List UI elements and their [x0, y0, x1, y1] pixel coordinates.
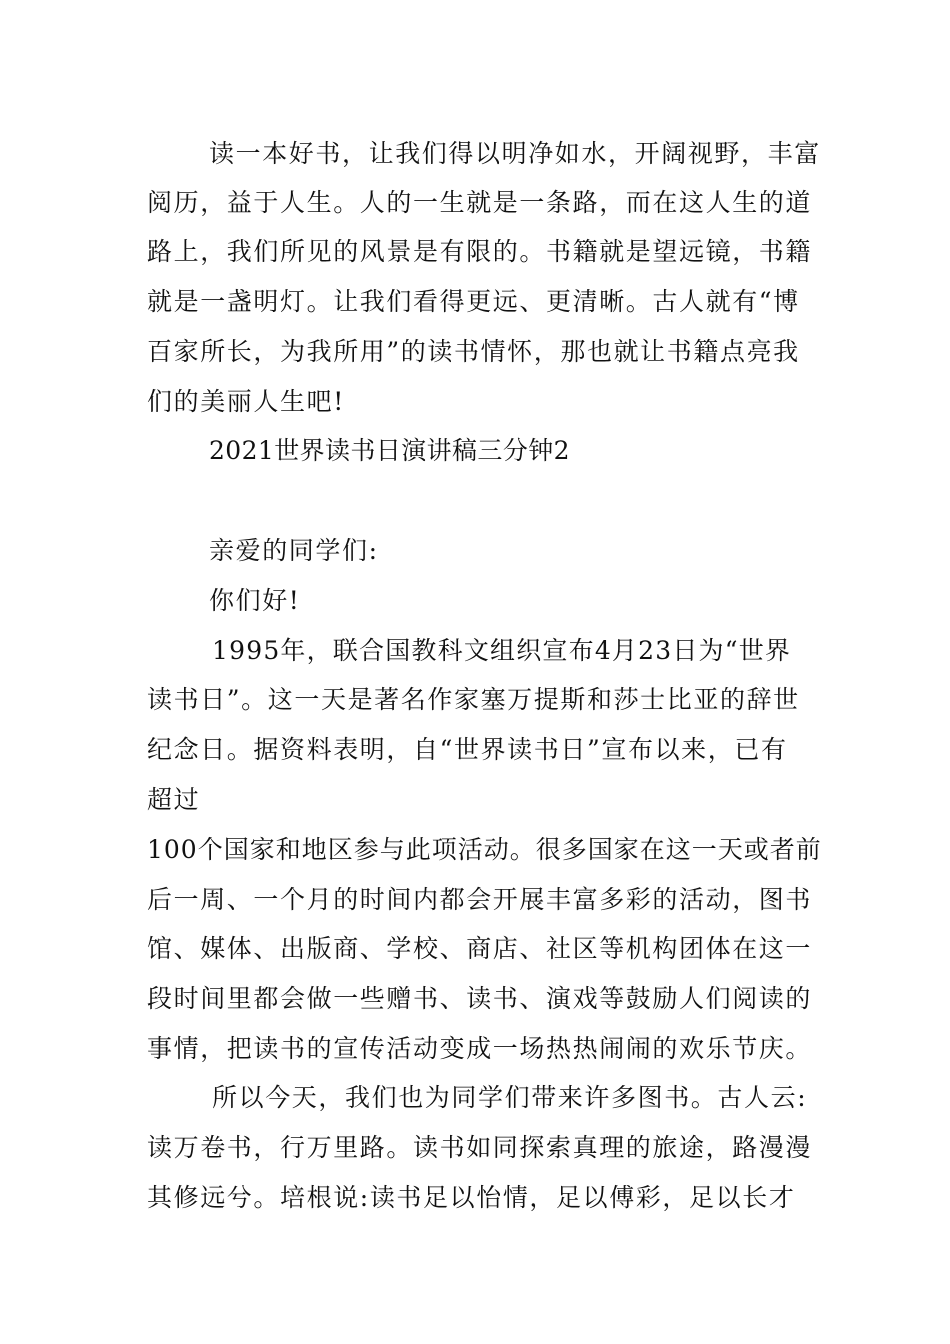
paragraph-line: 读万卷书，行万里路。读书如同探索真理的旅途，路漫漫 — [147, 1133, 813, 1162]
paragraph-line: 超过 — [147, 785, 201, 814]
paragraph-line: 事情，把读书的宣传活动变成一场热热闹闹的欢乐节庆。 — [147, 1034, 813, 1063]
greeting-line: 你们好! — [209, 586, 301, 615]
paragraph-line: 所以今天，我们也为同学们带来许多图书。古人云: — [212, 1083, 808, 1112]
paragraph-line: 1995年，联合国教科文组织宣布4月23日为“世界 — [212, 636, 792, 665]
paragraph-line: 后一周、一个月的时间内都会开展丰富多彩的活动，图书 — [147, 885, 813, 914]
paragraph-line: 其修远兮。培根说:读书足以怡情，足以傅彩，足以长才 — [147, 1183, 796, 1212]
paragraph-line: 们的美丽人生吧! — [147, 387, 345, 416]
paragraph-line: 读一本好书，让我们得以明净如水，开阔视野，丰富 — [209, 139, 821, 168]
paragraph-line: 馆、媒体、出版商、学校、商店、社区等机构团体在这一 — [147, 934, 813, 963]
paragraph-line: 阅历，益于人生。人的一生就是一条路，而在这人生的道 — [147, 188, 813, 217]
section-heading: 2021世界读书日演讲稿三分钟2 — [209, 436, 570, 465]
paragraph-line: 就是一盏明灯。让我们看得更远、更清晰。古人就有“博 — [147, 287, 800, 316]
paragraph-line: 路上，我们所见的风景是有限的。书籍就是望远镜，书籍 — [147, 237, 813, 266]
greeting-line: 亲爱的同学们: — [209, 536, 379, 565]
paragraph-line: 纪念日。据资料表明，自“世界读书日”宣布以来，已有 — [147, 735, 788, 764]
paragraph-line: 读书日”。这一天是著名作家塞万提斯和莎士比亚的辞世 — [147, 685, 800, 714]
paragraph-line: 100个国家和地区参与此项活动。很多国家在这一天或者前 — [147, 835, 822, 864]
paragraph-line: 段时间里都会做一些赠书、读书、演戏等鼓励人们阅读的 — [147, 984, 813, 1013]
paragraph-line: 百家所长，为我所用”的读书情怀，那也就让书籍点亮我 — [147, 337, 800, 366]
